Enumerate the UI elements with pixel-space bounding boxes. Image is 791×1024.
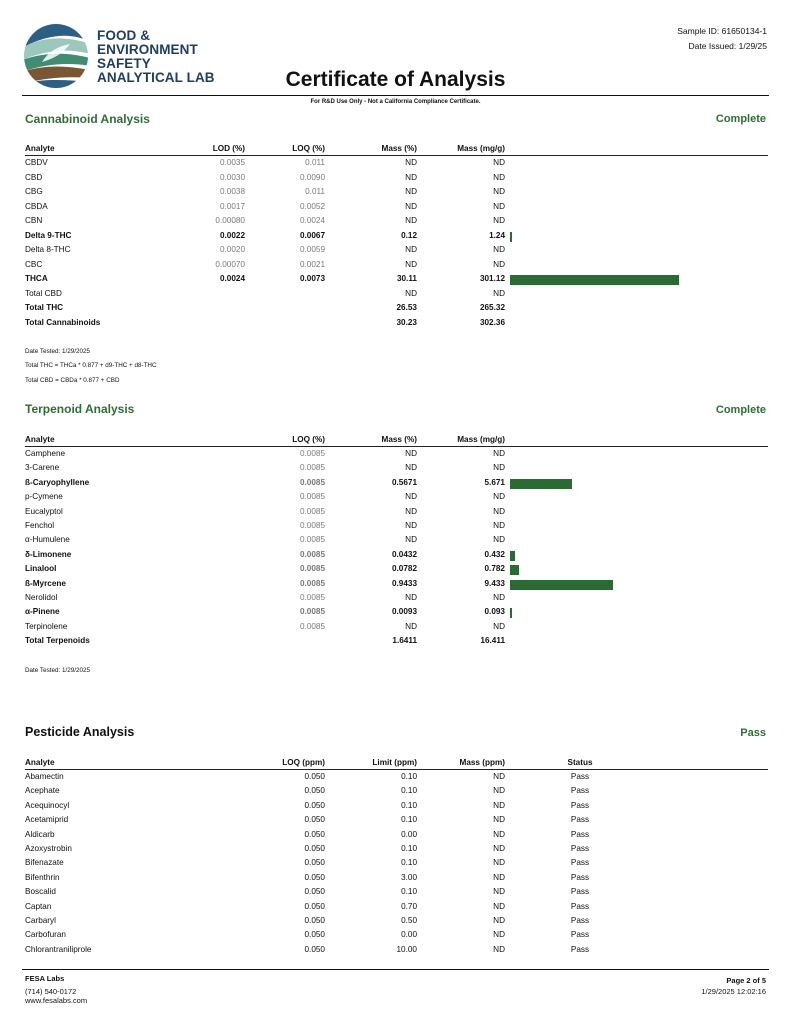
- loq-value: 0.0052: [299, 201, 325, 211]
- mass-pct-value: ND: [405, 158, 417, 167]
- loq-value: 0.050: [304, 772, 325, 781]
- mass-mg-value: ND: [493, 449, 505, 458]
- table-row: [25, 801, 768, 815]
- lod-value: 0.0022: [219, 230, 245, 240]
- limit-value: 0.50: [401, 916, 417, 925]
- analyte-name: 3-Carene: [25, 463, 60, 473]
- table-row: [25, 463, 768, 477]
- mass-mg-value: ND: [493, 201, 505, 211]
- analyte-name: Linalool: [25, 564, 57, 574]
- lab-name-line-3: SAFETY: [97, 56, 151, 71]
- concentration-bar: [510, 580, 613, 590]
- table-row: [25, 844, 768, 858]
- mass-mg-value: ND: [493, 259, 505, 269]
- lod-value: 0.0035: [219, 158, 245, 167]
- mass-pct-value: 0.9433: [391, 578, 417, 588]
- analyte-name: Captan: [25, 901, 52, 911]
- mass-mg-value: ND: [493, 172, 505, 182]
- status-value: Pass: [570, 844, 590, 853]
- limit-value: 0.70: [401, 901, 417, 911]
- loq-value: 0.0085: [299, 449, 325, 458]
- col-lod: LOD (%): [212, 144, 245, 153]
- total-thc-formula: Total THC = THCa * 0.877 + d9-THC + d8-THC: [25, 362, 157, 369]
- page-number: Page 2 of 5: [726, 976, 766, 985]
- loq-value: 0.0085: [299, 564, 325, 574]
- table-row: [25, 930, 768, 944]
- table-row: [25, 772, 768, 786]
- loq-value: 0.0073: [299, 274, 325, 283]
- footer-timestamp: 1/29/2025 12:02:16: [701, 987, 766, 996]
- table-row: [25, 216, 768, 230]
- lod-value: 0.00070: [215, 259, 245, 269]
- lod-value: 0.0030: [219, 172, 245, 182]
- compliance-disclaimer: For R&D Use Only - Not a California Compliance Certificate.: [310, 99, 481, 105]
- loq-value: 0.0085: [299, 463, 325, 473]
- mass-mg-value: 265.32: [479, 303, 505, 312]
- cannabinoid-date-tested: Date Tested: 1/29/2025: [25, 348, 91, 355]
- limit-value: 10.00: [396, 944, 417, 954]
- col-mass-pct: Mass (%): [381, 435, 417, 444]
- mass-value: ND: [493, 786, 505, 796]
- mass-mg-value: ND: [493, 463, 505, 473]
- mass-mg-value: ND: [493, 535, 505, 545]
- mass-pct-value: 30.23: [396, 317, 417, 327]
- table-row: [25, 303, 768, 317]
- terpenoid-section-title: Terpenoid Analysis: [25, 402, 135, 416]
- col-analyte: Analyte: [25, 758, 55, 767]
- mass-value: ND: [493, 887, 505, 897]
- table-row: [25, 550, 768, 564]
- mass-pct-value: ND: [405, 621, 417, 631]
- footer-phone: (714) 540-0172: [25, 987, 77, 996]
- limit-value: 3.00: [401, 872, 417, 882]
- loq-value: 0.050: [304, 887, 325, 897]
- table-row: [25, 187, 768, 201]
- limit-value: 0.10: [401, 815, 417, 825]
- concentration-bar: [510, 608, 512, 618]
- loq-value: 0.0021: [299, 259, 325, 269]
- analyte-name: Acetamiprid: [25, 815, 69, 825]
- table-row: [25, 245, 768, 259]
- mass-pct-value: 0.0432: [391, 549, 417, 559]
- lod-value: 0.00080: [215, 216, 245, 225]
- analyte-name: Eucalyptol: [25, 506, 63, 516]
- mass-mg-value: 1.24: [489, 230, 505, 240]
- mass-value: ND: [493, 944, 505, 954]
- limit-value: 0.10: [401, 800, 417, 810]
- col-limit: Limit (ppm): [372, 758, 417, 767]
- loq-value: 0.0024: [299, 216, 325, 225]
- analyte-name: CBD: [25, 172, 43, 182]
- loq-value: 0.0085: [299, 535, 325, 545]
- col-mass-pct: Mass (%): [381, 144, 417, 153]
- mass-mg-value: ND: [493, 158, 505, 167]
- status-value: Pass: [570, 872, 590, 882]
- lod-value: 0.0038: [219, 187, 245, 196]
- analyte-name: p-Cymene: [25, 492, 63, 502]
- table-row: [25, 622, 768, 636]
- analyte-name: Carbofuran: [25, 930, 66, 940]
- mass-value: ND: [493, 829, 505, 839]
- table-row: [25, 607, 768, 621]
- status-value: Pass: [570, 786, 590, 796]
- analyte-name: THCA: [25, 274, 48, 283]
- analyte-name: Camphene: [25, 449, 66, 458]
- concentration-bar: [510, 479, 572, 489]
- analyte-name: CBC: [25, 259, 43, 269]
- col-status: Status: [567, 758, 593, 767]
- analyte-name: Bifenthrin: [25, 872, 60, 882]
- mass-pct-value: 0.0093: [391, 607, 417, 617]
- mass-value: ND: [493, 916, 505, 925]
- mass-mg-value: 302.36: [479, 317, 505, 327]
- analyte-name: Aldicarb: [25, 829, 55, 839]
- analyte-name: Nerolidol: [25, 593, 58, 602]
- analyte-name: CBDA: [25, 201, 48, 211]
- mass-mg-value: ND: [493, 187, 505, 196]
- cannabinoid-status: Complete: [715, 113, 766, 125]
- col-loq: LOQ (%): [292, 435, 325, 444]
- loq-value: 0.011: [305, 158, 325, 167]
- mass-mg-value: 301.12: [479, 274, 505, 283]
- mass-pct-value: 30.11: [396, 274, 417, 283]
- mass-pct-value: ND: [405, 172, 417, 182]
- analyte-name: Abamectin: [25, 772, 64, 781]
- status-value: Pass: [570, 901, 590, 911]
- loq-value: 0.050: [304, 844, 325, 853]
- terpenoid-table-header: [25, 435, 768, 446]
- mass-mg-value: ND: [493, 593, 505, 602]
- analyte-name: CBDV: [25, 158, 48, 167]
- terpenoid-status: Complete: [715, 404, 766, 416]
- terpenoid-header-rule: [25, 446, 768, 447]
- loq-value: 0.050: [304, 829, 325, 839]
- table-row: [25, 318, 768, 332]
- table-row: [25, 521, 768, 535]
- analyte-name: Total Terpenoids: [25, 636, 90, 646]
- mass-mg-value: ND: [493, 216, 505, 225]
- lod-value: 0.0017: [219, 201, 245, 211]
- mass-value: ND: [493, 858, 505, 868]
- status-value: Pass: [570, 944, 590, 954]
- mass-pct-value: 0.12: [401, 230, 417, 240]
- mass-pct-value: ND: [405, 463, 417, 473]
- limit-value: 0.10: [401, 844, 417, 853]
- table-row: [25, 492, 768, 506]
- pesticide-header-rule: [25, 769, 768, 770]
- loq-value: 0.0085: [299, 477, 325, 487]
- loq-value: 0.050: [304, 944, 325, 954]
- concentration-bar: [510, 565, 519, 575]
- mass-pct-value: 0.5671: [391, 477, 417, 487]
- analyte-name: Total CBD: [25, 288, 62, 298]
- mass-mg-value: 0.432: [484, 549, 505, 559]
- col-mass-mg: Mass (mg/g): [457, 435, 505, 444]
- col-analyte: Analyte: [25, 144, 55, 153]
- analyte-name: Chlorantraniliprole: [25, 944, 92, 954]
- loq-value: 0.0085: [299, 492, 325, 502]
- status-value: Pass: [570, 829, 590, 839]
- cannabinoid-table-header: [25, 144, 768, 155]
- loq-value: 0.0059: [299, 245, 325, 254]
- loq-value: 0.0067: [299, 230, 325, 240]
- mass-value: ND: [493, 872, 505, 882]
- header-divider: [22, 95, 769, 96]
- mass-value: ND: [493, 772, 505, 781]
- concentration-bar: [510, 232, 512, 242]
- analyte-name: CBN: [25, 216, 43, 225]
- total-cbd-formula: Total CBD = CBDa * 0.877 + CBD: [25, 377, 120, 384]
- status-value: Pass: [570, 800, 590, 810]
- analyte-name: ß-Caryophyllene: [25, 477, 90, 487]
- col-mass: Mass (ppm): [459, 758, 505, 767]
- mass-mg-value: 9.433: [484, 578, 505, 588]
- limit-value: 0.00: [401, 829, 417, 839]
- analyte-name: Delta 8-THC: [25, 245, 71, 254]
- mass-mg-value: 0.093: [484, 607, 505, 617]
- table-row: [25, 945, 768, 959]
- analyte-name: Carbaryl: [25, 916, 56, 925]
- table-row: [25, 274, 768, 288]
- loq-value: 0.0090: [299, 172, 325, 182]
- limit-value: 0.00: [401, 930, 417, 940]
- lod-value: 0.0020: [219, 245, 245, 254]
- terpenoid-date-tested: Date Tested: 1/29/2025: [25, 667, 91, 674]
- cannabinoid-section-title: Cannabinoid Analysis: [25, 112, 150, 126]
- mass-value: ND: [493, 815, 505, 825]
- footer-website[interactable]: www.fesalabs.com: [25, 996, 88, 1005]
- mass-pct-value: ND: [405, 288, 417, 298]
- loq-value: 0.0085: [299, 593, 325, 602]
- concentration-bar: [510, 551, 515, 561]
- status-value: Pass: [570, 815, 590, 825]
- table-row: [25, 158, 768, 172]
- loq-value: 0.050: [304, 815, 325, 825]
- lab-name-line-1: FOOD &: [97, 28, 151, 43]
- concentration-bar: [510, 275, 679, 285]
- table-row: [25, 507, 768, 521]
- mass-pct-value: ND: [405, 535, 417, 545]
- analyte-name: Delta 9-THC: [25, 230, 72, 240]
- loq-value: 0.0085: [299, 506, 325, 516]
- table-row: [25, 916, 768, 930]
- mass-pct-value: ND: [405, 216, 417, 225]
- mass-mg-value: ND: [493, 506, 505, 516]
- mass-pct-value: ND: [405, 492, 417, 502]
- loq-value: 0.050: [304, 858, 325, 868]
- limit-value: 0.10: [401, 772, 417, 781]
- analyte-name: Boscalid: [25, 887, 56, 897]
- analyte-name: Acequinocyl: [25, 800, 70, 810]
- mass-mg-value: ND: [493, 288, 505, 298]
- loq-value: 0.050: [304, 916, 325, 925]
- analyte-name: Terpinolene: [25, 621, 68, 631]
- mass-value: ND: [493, 901, 505, 911]
- mass-mg-value: ND: [493, 245, 505, 254]
- mass-mg-value: ND: [493, 521, 505, 530]
- date-issued: Date Issued: 1/29/25: [688, 41, 767, 51]
- analyte-name: α-Pinene: [25, 607, 60, 617]
- mass-pct-value: ND: [405, 521, 417, 530]
- table-row: [25, 873, 768, 887]
- mass-pct-value: ND: [405, 259, 417, 269]
- table-row: [25, 202, 768, 216]
- footer-company: FESA Labs: [25, 974, 65, 983]
- loq-value: 0.050: [304, 800, 325, 810]
- loq-value: 0.050: [304, 872, 325, 882]
- loq-value: 0.050: [304, 786, 325, 796]
- pesticide-status: Pass: [740, 727, 766, 739]
- lab-name-line-4: ANALYTICAL LAB: [97, 70, 215, 85]
- analyte-name: Total Cannabinoids: [25, 317, 101, 327]
- table-row: [25, 289, 768, 303]
- limit-value: 0.10: [401, 887, 417, 897]
- analyte-name: ß-Myrcene: [25, 578, 66, 588]
- table-row: [25, 815, 768, 829]
- mass-mg-value: 16.411: [480, 636, 505, 646]
- limit-value: 0.10: [401, 858, 417, 868]
- mass-pct-value: 26.53: [396, 303, 417, 312]
- col-loq: LOQ (%): [292, 144, 325, 153]
- pesticide-section-title: Pesticide Analysis: [25, 725, 135, 739]
- table-row: [25, 173, 768, 187]
- table-row: [25, 564, 768, 578]
- status-value: Pass: [570, 916, 590, 925]
- table-row: [25, 449, 768, 463]
- analyte-name: Fenchol: [25, 521, 55, 530]
- table-row: [25, 478, 768, 492]
- mass-pct-value: ND: [405, 593, 417, 602]
- sample-id: Sample ID: 61650134-1: [677, 26, 767, 36]
- table-row: [25, 858, 768, 872]
- status-value: Pass: [570, 930, 590, 940]
- status-value: Pass: [570, 887, 590, 897]
- table-row: [25, 260, 768, 274]
- table-row: [25, 902, 768, 916]
- mass-mg-value: ND: [493, 492, 505, 502]
- mass-pct-value: ND: [405, 506, 417, 516]
- analyte-name: Acephate: [25, 786, 60, 796]
- loq-value: 0.011: [305, 187, 325, 196]
- table-row: [25, 830, 768, 844]
- table-row: [25, 887, 768, 901]
- page-title: Certificate of Analysis: [285, 68, 506, 91]
- limit-value: 0.10: [401, 786, 417, 796]
- table-row: [25, 535, 768, 549]
- mass-pct-value: ND: [405, 187, 417, 196]
- mass-pct-value: 1.6411: [392, 636, 417, 646]
- mass-value: ND: [493, 800, 505, 810]
- loq-value: 0.050: [304, 930, 325, 940]
- table-row: [25, 593, 768, 607]
- loq-value: 0.0085: [299, 521, 325, 530]
- loq-value: 0.050: [304, 901, 325, 911]
- mass-mg-value: 5.671: [484, 477, 505, 487]
- table-row: [25, 231, 768, 245]
- table-row: [25, 786, 768, 800]
- loq-value: 0.0085: [299, 621, 325, 631]
- mass-pct-value: ND: [405, 449, 417, 458]
- analyte-name: Bifenazate: [25, 858, 64, 868]
- mass-pct-value: ND: [405, 201, 417, 211]
- col-mass-mg: Mass (mg/g): [457, 144, 505, 153]
- analyte-name: α-Humulene: [25, 535, 70, 545]
- lab-name-line-2: ENVIRONMENT: [97, 42, 198, 57]
- loq-value: 0.0085: [299, 549, 325, 559]
- mass-pct-value: ND: [405, 245, 417, 254]
- analyte-name: CBG: [25, 187, 43, 196]
- status-value: Pass: [570, 772, 590, 781]
- mass-mg-value: ND: [493, 621, 505, 631]
- mass-value: ND: [493, 930, 505, 940]
- loq-value: 0.0085: [299, 607, 325, 617]
- mass-value: ND: [493, 844, 505, 853]
- status-value: Pass: [570, 858, 590, 868]
- loq-value: 0.0085: [299, 578, 325, 588]
- footer-divider: [22, 969, 769, 970]
- lod-value: 0.0024: [219, 274, 245, 283]
- mass-pct-value: 0.0782: [391, 564, 417, 574]
- table-row: [25, 579, 768, 593]
- col-analyte: Analyte: [25, 435, 55, 444]
- cannabinoid-header-rule: [25, 155, 768, 156]
- col-loq: LOQ (ppm): [282, 758, 325, 767]
- analyte-name: Total THC: [25, 303, 64, 312]
- table-row: [25, 636, 768, 650]
- analyte-name: Azoxystrobin: [25, 844, 72, 853]
- pesticide-table-header: [25, 758, 768, 769]
- mass-mg-value: 0.782: [484, 564, 505, 574]
- analyte-name: δ-Limonene: [25, 549, 72, 559]
